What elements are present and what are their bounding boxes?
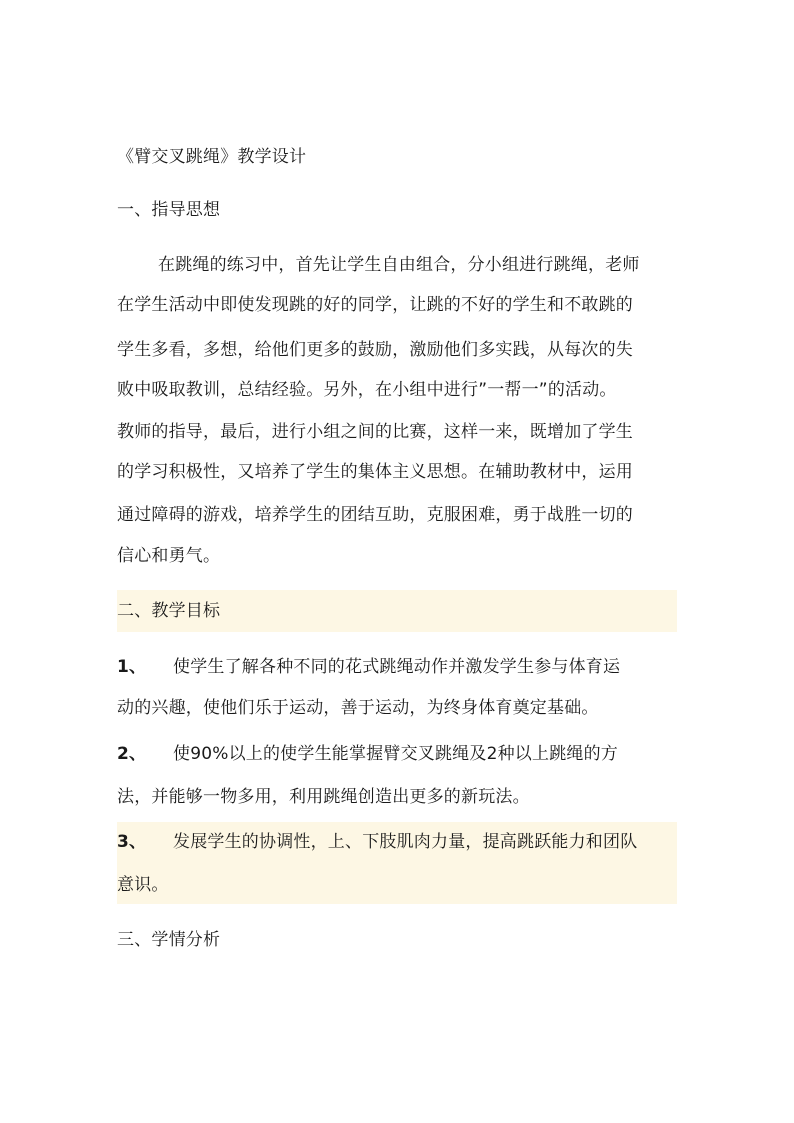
paragraph-line: 学生多看，多想，给他们更多的鼓励，激励他们多实践，从每次的失 xyxy=(117,340,633,360)
section1-heading: 一、指导思想 xyxy=(117,200,221,220)
paragraph-line: 的学习积极性，又培养了学生的集体主义思想。在辅助教材中，运用 xyxy=(117,462,633,482)
paragraph-line: 信心和勇气。 xyxy=(117,546,221,566)
objective-item-1 xyxy=(117,656,620,678)
paragraph-line: 在跳绳的练习中，首先让学生自由组合，分小组进行跳绳，老师 xyxy=(158,255,640,275)
objective-number: 3、 xyxy=(117,832,147,852)
objective-continuation: 法，并能够一物多用，利用跳绳创造出更多的新玩法。 xyxy=(117,787,530,807)
objective-text: 使学生了解各种不同的花式跳绳动作并激发学生参与体育运 xyxy=(173,657,621,677)
section3-heading: 三、学情分析 xyxy=(117,930,221,950)
objective-continuation: 动的兴趣，使他们乐于运动，善于运动，为终身体育奠定基础。 xyxy=(117,698,599,718)
objective-item-3 xyxy=(117,831,637,853)
document-title: 《臂交叉跳绳》教学设计 xyxy=(117,147,307,167)
paragraph-line: 教师的指导，最后，进行小组之间的比赛，这样一来，既增加了学生 xyxy=(117,422,633,442)
objective-number: 1、 xyxy=(117,657,147,677)
objective-continuation: 意识。 xyxy=(117,875,169,895)
paragraph-line: 在学生活动中即使发现跳的好的同学，让跳的不好的学生和不敢跳的 xyxy=(117,295,633,315)
section2-heading: 二、教学目标 xyxy=(117,601,221,621)
paragraph-line: 败中吸取教训，总结经验。另外，在小组中进行”一帮一”的活动。 xyxy=(117,380,617,400)
objective-text: 使90%以上的使学生能掌握臂交叉跳绳及2种以上跳绳的方 xyxy=(173,744,618,764)
objective-number: 2、 xyxy=(117,744,147,764)
paragraph-line: 通过障碍的游戏，培养学生的团结互助，克服困难，勇于战胜一切的 xyxy=(117,505,633,525)
objective-item-2 xyxy=(117,743,618,765)
objective-text: 发展学生的协调性，上、下肢肌肉力量，提高跳跃能力和团队 xyxy=(173,832,638,852)
